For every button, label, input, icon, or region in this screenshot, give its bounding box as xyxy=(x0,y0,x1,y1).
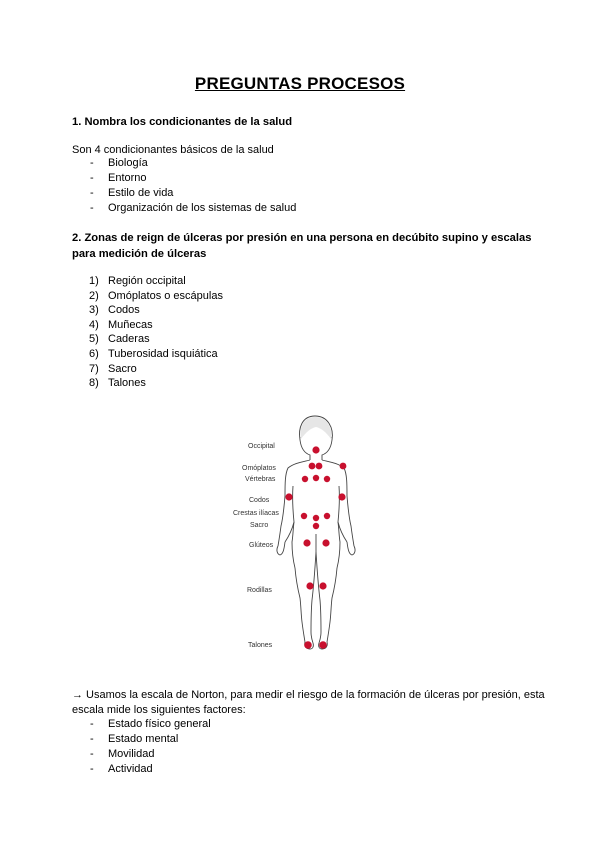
health-factors-list xyxy=(90,156,296,216)
list-item: - Movilidad xyxy=(90,748,155,760)
question-1-intro: Son 4 condicionantes básicos de la salud xyxy=(72,144,274,156)
list-item: 5) Caderas xyxy=(89,333,150,346)
label-vertebras: Vértebras xyxy=(245,476,276,483)
list-item: - Estilo de vida xyxy=(90,187,174,199)
label-sacro: Sacro xyxy=(250,522,269,529)
list-item: 6) Tuberosidad isquiática xyxy=(89,347,218,360)
label-codos: Codos xyxy=(249,497,270,504)
marker-knee-right xyxy=(319,582,326,589)
pressure-points-body-figure xyxy=(230,408,390,660)
pressure-zones-list xyxy=(89,274,223,391)
label-crestas: Crestas ilíacas xyxy=(233,510,279,517)
list-item: - Entorno xyxy=(90,172,147,184)
norton-scale-text: → Usamos la escala de Norton, para medir el riesgo de la formación de úlceras por presión, esta escala mide los siguientes factores: xyxy=(72,689,545,716)
label-rodillas: Rodillas xyxy=(247,587,272,594)
list-item: - Actividad xyxy=(90,763,153,775)
list-item: 1) Región occipital xyxy=(89,275,186,287)
marker-heel-left xyxy=(304,641,312,649)
question-2-heading: 2. Zonas de reign de úlceras por presión en una persona en decúbito supino y escalas para medición de úlceras xyxy=(72,232,532,260)
list-item: - Estado mental xyxy=(90,733,179,745)
marker-occipital xyxy=(312,446,319,453)
marker-iliac-right xyxy=(324,513,330,519)
marker-heel-right xyxy=(319,641,327,649)
marker-gluteus-right xyxy=(322,539,329,546)
marker-scapula-center xyxy=(316,463,323,470)
marker-vertebrae xyxy=(313,475,319,481)
marker-elbow-left xyxy=(285,493,292,500)
list-item: 8) Talones xyxy=(89,377,146,390)
marker-sacrum xyxy=(313,523,319,529)
marker-elbow-right xyxy=(338,493,345,500)
label-occipital: Occipital xyxy=(248,443,275,450)
marker-iliac-left xyxy=(301,513,307,519)
marker-spine-lower xyxy=(313,515,319,521)
question-1-heading: 1. Nombra los condicionantes de la salud xyxy=(72,116,293,128)
list-item: - Biología xyxy=(90,157,148,169)
marker-back-left xyxy=(302,476,308,482)
label-talones: Talones xyxy=(248,642,273,649)
marker-gluteus-left xyxy=(303,539,310,546)
norton-factors-list xyxy=(90,717,211,777)
list-item: 7) Sacro xyxy=(89,362,137,375)
list-item: 2) Omóplatos o escápulas xyxy=(89,289,223,302)
label-gluteos: Glúteos xyxy=(249,542,274,549)
marker-scapula-right xyxy=(340,463,347,470)
marker-back-right xyxy=(324,476,330,482)
marker-scapula-left xyxy=(309,463,316,470)
list-item: - Organización de los sistemas de salud xyxy=(90,202,297,214)
marker-knee-left xyxy=(306,582,313,589)
list-item: 4) Muñecas xyxy=(89,318,153,331)
list-item: 3) Codos xyxy=(89,304,140,317)
label-omoplatos: Omóplatos xyxy=(242,465,276,472)
page-title: PREGUNTAS PROCESOS xyxy=(194,74,406,93)
list-item: - Estado físico general xyxy=(90,718,211,730)
